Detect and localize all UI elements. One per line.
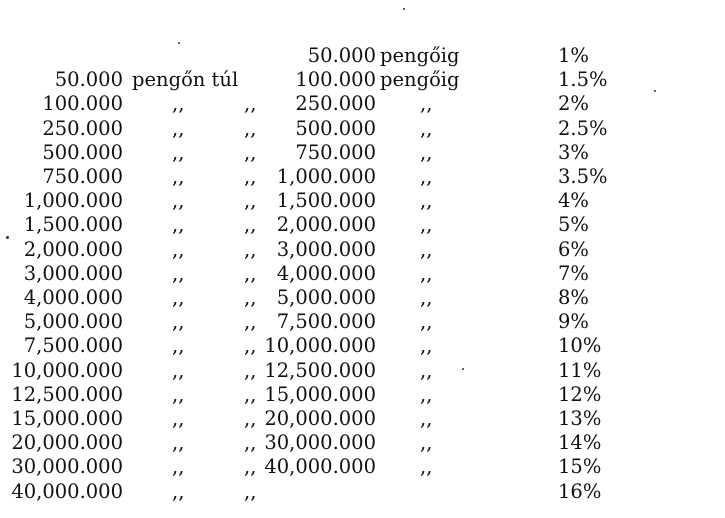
ditto-mark: ,, <box>172 334 185 358</box>
rate-percent: 14% <box>558 431 602 455</box>
table-row <box>0 117 725 141</box>
ditto-mark: ,, <box>244 431 257 455</box>
from-amount: 1,500.000 <box>23 213 123 237</box>
rate-percent: 3% <box>558 140 589 164</box>
table-row <box>0 213 725 237</box>
ditto-mark: ,, <box>244 92 257 116</box>
from-amount: 7,500.000 <box>23 334 123 358</box>
ditto-mark: ,, <box>172 286 185 309</box>
ditto-mark: ,, <box>244 358 257 382</box>
ditto-mark: ,, <box>172 382 185 406</box>
ditto-mark: ,, <box>172 116 185 140</box>
from-amount: 12,500.000 <box>11 382 123 406</box>
rate-percent: 4% <box>558 189 589 213</box>
ditto-mark: ,, <box>244 213 257 237</box>
ditto-mark: ,, <box>420 334 433 358</box>
ditto-mark: ,, <box>172 479 185 503</box>
table-row <box>0 383 725 407</box>
ditto-mark: ,, <box>244 116 257 140</box>
from-amount: 500.000 <box>42 140 123 164</box>
from-amount: 50.000 <box>54 68 123 92</box>
ditto-mark: ,, <box>244 140 257 164</box>
table-row <box>0 310 725 334</box>
table-row <box>0 189 725 213</box>
ditto-mark: ,, <box>420 382 433 406</box>
to-amount: 7,500.000 <box>276 310 376 334</box>
table-row <box>0 238 725 262</box>
to-amount: 12,500.000 <box>264 358 376 382</box>
table-row <box>0 286 725 310</box>
table-row <box>0 44 725 68</box>
from-label: pengőn túl <box>132 68 239 92</box>
ditto-mark: ,, <box>172 431 185 455</box>
ditto-mark: ,, <box>244 261 257 285</box>
ditto-mark: ,, <box>244 237 257 261</box>
ditto-mark: ,, <box>172 92 185 116</box>
table-row <box>0 359 725 383</box>
to-amount: 30,000.000 <box>264 431 376 455</box>
scan-speck <box>403 8 405 10</box>
rate-percent: 9% <box>558 310 589 334</box>
from-amount: 5,000.000 <box>23 310 123 334</box>
rate-percent: 12% <box>558 382 602 406</box>
from-amount: 20,000.000 <box>11 431 123 455</box>
to-amount: 5,000.000 <box>276 286 376 309</box>
rate-percent: 7% <box>558 261 589 285</box>
rate-percent: 1.5% <box>558 68 608 92</box>
from-amount: 40,000.000 <box>11 479 123 503</box>
rate-percent: 6% <box>558 237 589 261</box>
ditto-mark: ,, <box>244 455 257 479</box>
rate-percent: 11% <box>558 358 602 382</box>
from-amount: 10,000.000 <box>11 358 123 382</box>
rate-percent: 2.5% <box>558 116 608 140</box>
from-amount: 250.000 <box>42 116 123 140</box>
from-amount: 15,000.000 <box>11 407 123 430</box>
ditto-mark: ,, <box>244 165 257 188</box>
to-amount: 50.000 <box>307 44 376 67</box>
to-amount: 100.000 <box>295 68 376 92</box>
to-amount: 40,000.000 <box>264 455 376 479</box>
table-row <box>0 92 725 116</box>
to-amount: 750.000 <box>295 140 376 164</box>
rate-percent: 2% <box>558 92 589 116</box>
ditto-mark: ,, <box>172 310 185 334</box>
to-amount: 15,000.000 <box>264 382 376 406</box>
table-row <box>0 480 725 504</box>
ditto-mark: ,, <box>420 261 433 285</box>
ditto-mark: ,, <box>420 237 433 261</box>
to-amount: 2,000.000 <box>276 213 376 237</box>
from-amount: 100.000 <box>42 92 123 116</box>
ditto-mark: ,, <box>244 310 257 334</box>
table-row <box>0 334 725 358</box>
rate-percent: 8% <box>558 286 589 309</box>
ditto-mark: ,, <box>172 407 185 430</box>
ditto-mark: ,, <box>420 92 433 116</box>
to-amount: 1,000.000 <box>276 165 376 188</box>
ditto-mark: ,, <box>172 358 185 382</box>
ditto-mark: ,, <box>420 286 433 309</box>
ditto-mark: ,, <box>172 213 185 237</box>
table-row <box>0 431 725 455</box>
ditto-mark: ,, <box>420 455 433 479</box>
from-amount: 30,000.000 <box>11 455 123 479</box>
table-row <box>0 262 725 286</box>
table-row <box>0 455 725 479</box>
ditto-mark: ,, <box>420 140 433 164</box>
ditto-mark: ,, <box>420 165 433 188</box>
from-amount: 3,000.000 <box>23 261 123 285</box>
from-amount: 4,000.000 <box>23 286 123 309</box>
to-amount: 500.000 <box>295 116 376 140</box>
ditto-mark: ,, <box>244 334 257 358</box>
ditto-mark: ,, <box>244 286 257 309</box>
ditto-mark: ,, <box>172 189 185 213</box>
rate-percent: 13% <box>558 407 602 430</box>
table-row <box>0 165 725 189</box>
ditto-mark: ,, <box>172 165 185 188</box>
rate-percent: 15% <box>558 455 602 479</box>
to-amount: 4,000.000 <box>276 261 376 285</box>
from-amount: 1,000.000 <box>23 189 123 213</box>
to-label: pengőig <box>380 68 460 92</box>
ditto-mark: ,, <box>172 140 185 164</box>
rate-percent: 5% <box>558 213 589 237</box>
to-amount: 20,000.000 <box>264 407 376 430</box>
ditto-mark: ,, <box>244 407 257 430</box>
ditto-mark: ,, <box>420 407 433 430</box>
ditto-mark: ,, <box>172 237 185 261</box>
rate-percent: 10% <box>558 334 602 358</box>
rate-percent: 1% <box>558 44 589 67</box>
ditto-mark: ,, <box>420 431 433 455</box>
from-amount: 2,000.000 <box>23 237 123 261</box>
ditto-mark: ,, <box>420 213 433 237</box>
from-amount: 750.000 <box>42 165 123 188</box>
ditto-mark: ,, <box>244 382 257 406</box>
rate-percent: 16% <box>558 479 602 503</box>
rate-percent: 3.5% <box>558 165 608 188</box>
table-row <box>0 141 725 165</box>
ditto-mark: ,, <box>244 479 257 503</box>
to-amount: 10,000.000 <box>264 334 376 358</box>
ditto-mark: ,, <box>420 189 433 213</box>
ditto-mark: ,, <box>420 358 433 382</box>
table-row <box>0 68 725 92</box>
ditto-mark: ,, <box>172 455 185 479</box>
table-row <box>0 407 725 431</box>
to-amount: 3,000.000 <box>276 237 376 261</box>
to-amount: 250.000 <box>295 92 376 116</box>
to-amount: 1,500.000 <box>276 189 376 213</box>
ditto-mark: ,, <box>244 189 257 213</box>
ditto-mark: ,, <box>172 261 185 285</box>
ditto-mark: ,, <box>420 310 433 334</box>
ditto-mark: ,, <box>420 116 433 140</box>
to-label: pengőig <box>380 44 460 67</box>
